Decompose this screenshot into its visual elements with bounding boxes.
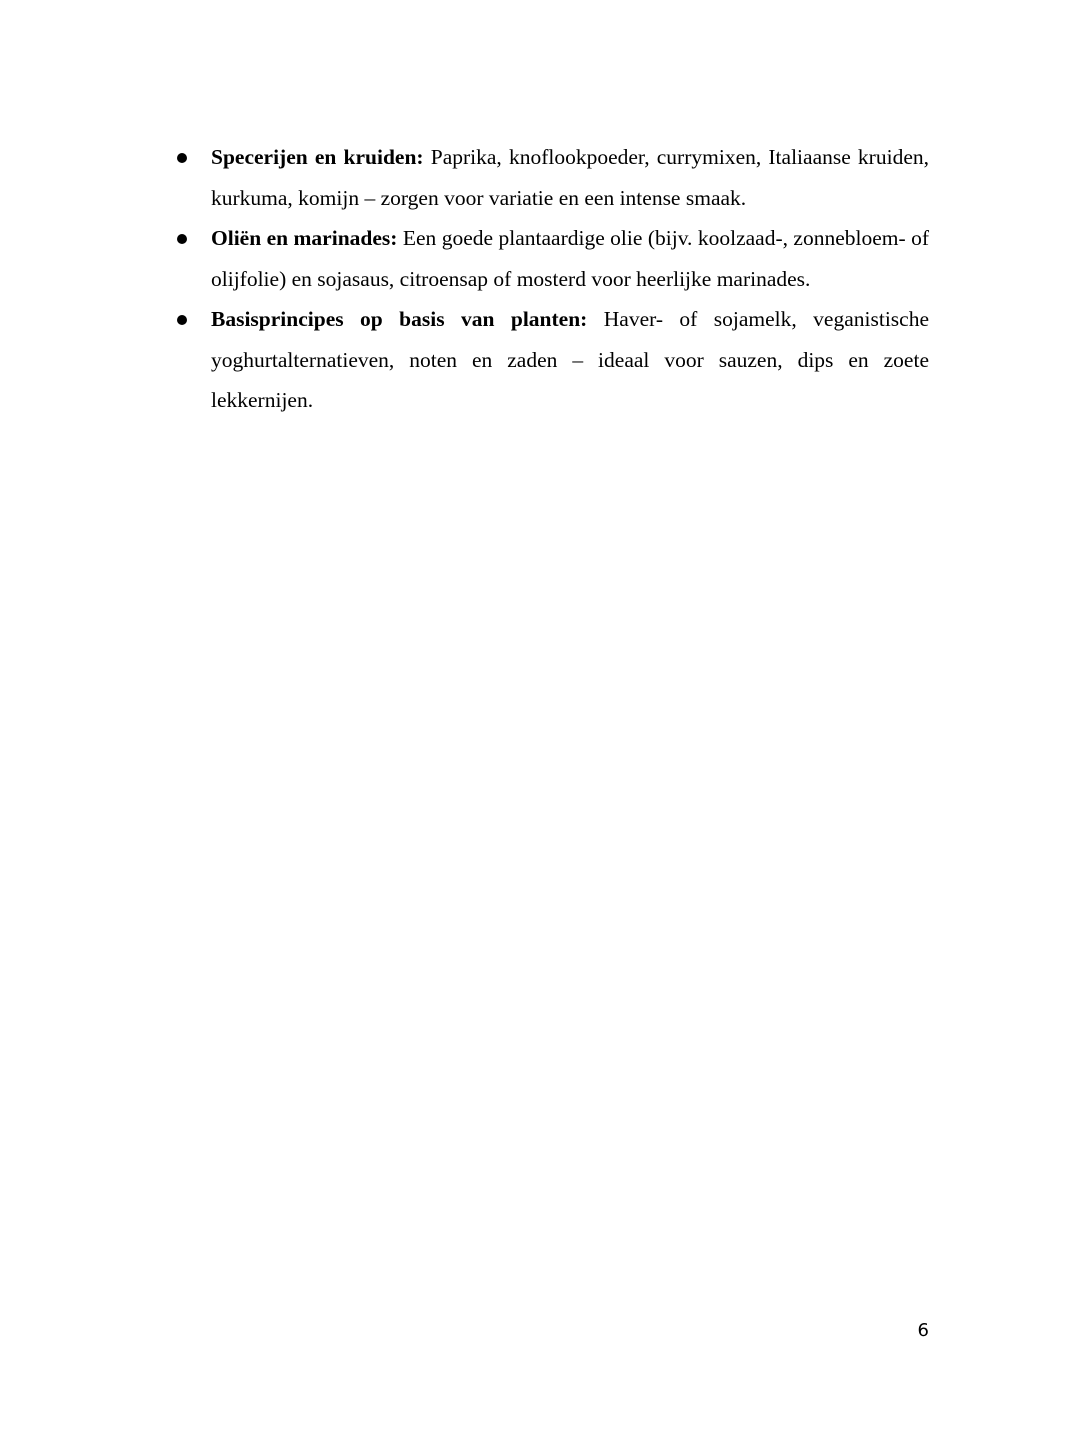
item-label: Specerijen en kruiden: (211, 145, 431, 169)
item-text: Haver- of sojamelk, veganistische yoghurtalternatieven, noten en zaden – ideaal voor sauzen, dips en zoete lekkernijen. (211, 307, 929, 412)
list-item (176, 299, 929, 421)
item-label: Basisprincipes op basis van planten: (211, 307, 604, 331)
page-number: 6 (917, 1320, 929, 1341)
list-item (176, 218, 929, 299)
item-label: Oliën en marinades: (211, 226, 403, 250)
item-text: Paprika, knoflookpoeder, currymixen, Italiaanse kruiden, kurkuma, komijn – zorgen voor variatie en een intense smaak. (211, 145, 929, 210)
bullet-icon (177, 153, 187, 163)
list-item (176, 137, 929, 218)
bullet-icon (177, 234, 187, 244)
ingredient-bullet-list (176, 137, 929, 421)
item-text: Een goede plantaardige olie (bijv. koolzaad-, zonnebloem- of olijfolie) en sojasaus, citroensap of mosterd voor heerlijke marinades. (211, 226, 929, 291)
bullet-icon (177, 315, 187, 325)
